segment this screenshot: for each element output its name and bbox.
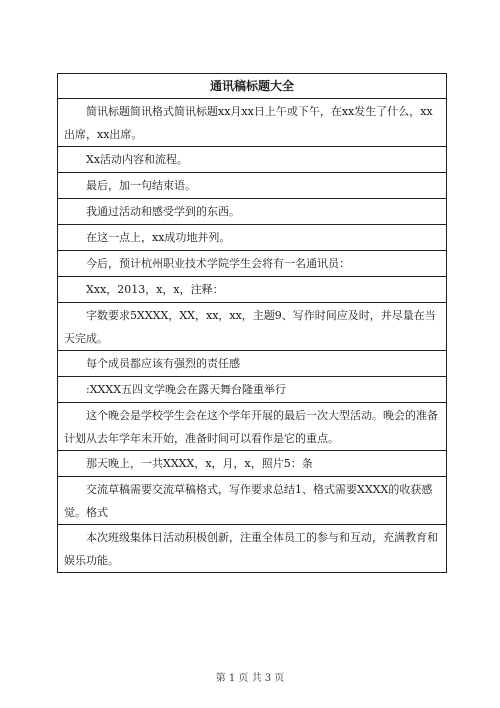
table-row: 交流草稿需要交流草稿格式，写作要求总结1、格式需要XXXX的收获感觉。格式 [58,477,447,525]
table-row: 今后，预计杭州职业技术学院学生会将有一名通讯员： [58,251,447,277]
table-row: Xx活动内容和流程。 [58,147,447,173]
table-row: Xxx，2013，x，x，注释： [58,277,447,303]
table-row: :XXXX五四文学晚会在露天舞台隆重举行 [58,377,447,403]
table-row: 本次班级集体日活动积极创新，注重全体员工的参与和互动，充满教育和娱乐功能。 [58,525,447,573]
table-row: 字数要求5XXXX，XX，xx，xx，主题9、写作时间应及时，并尽量在当天完成。 [58,303,447,351]
page-number: 第 1 页 共 3 页 [215,673,285,684]
table-row: 在这一点上，xx成功地并列。 [58,225,447,251]
table-row: 每个成员都应该有强烈的责任感 [58,351,447,377]
table-row: 那天晚上，一共XXXX，x，月，x，照片5：条 [58,451,447,477]
table-row: 这个晚会是学校学生会在这个学年开展的最后一次大型活动。晚会的准备计划从去年学年末开始，准备时间可以看作是它的重点。 [58,403,447,451]
document-title: 通讯稿标题大全 [58,74,447,99]
table-row: 我通过活动和感受学到的东西。 [58,199,447,225]
document-table [57,73,447,573]
table-row: 简讯标题简讯格式简讯标题xx月xx日上午或下午，在xx发生了什么，xx出席，xx出席。 [58,99,447,147]
table-row: 最后，加一句结束语。 [58,173,447,199]
